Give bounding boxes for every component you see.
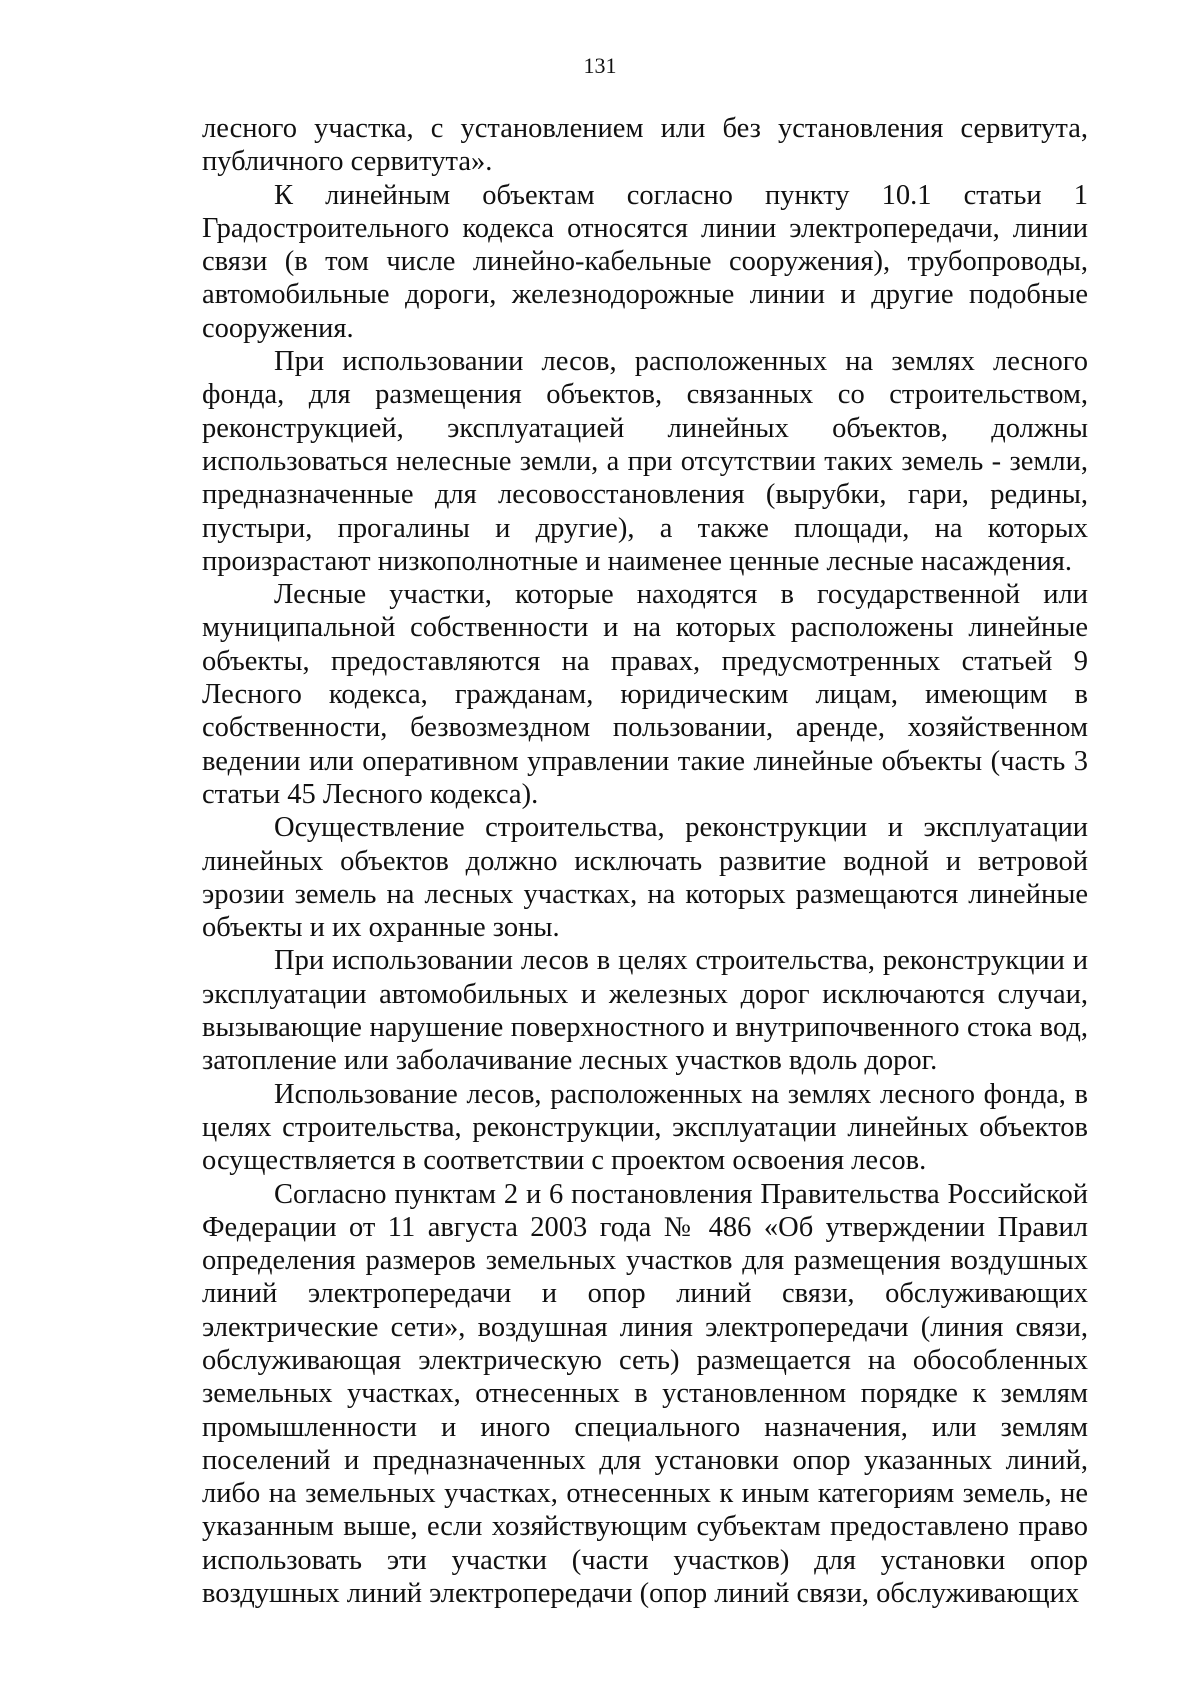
paragraph-power-lines-decree: Согласно пунктам 2 и 6 постановления Правительства Российской Федерации от 11 августа 2003 года № 486 «Об утверждении Правил определения размеров земельных участков для размещения воздушных линий электропередачи и опор линий связи, обслуживающих электрические сети», воздушная линия электропередачи (линия связи, обслуживающая электрическую сеть) размещается на обособленных земельных участках, отнесенных в установленном порядке к землям промышленности и иного специального назначения, или землям поселений и предназначенных для установки опор указанных линий, либо на земельных участках, отнесенных к иным категориям земель, не указанным выше, если хозяйствующим субъектам предоставлено право использовать эти участки (части участков) для установки опор воздушных линий электропередачи (опор линий связи, обслуживающих bbox=[202, 1178, 1088, 1610]
paragraph-roads: При использовании лесов в целях строительства, реконструкции и эксплуатации автомобильных и железных дорог исключаются случаи, вызывающие нарушение поверхностного и внутрипочвенного стока вод, затопление или заболачивание лесных участков вдоль дорог. bbox=[202, 945, 1088, 1077]
paragraph-erosion: Осуществление строительства, реконструкции и эксплуатации линейных объектов должно исключать развитие водной и ветровой эрозии земель на лесных участках, на которых размещаются линейные объекты и их охранные зоны. bbox=[202, 812, 1088, 944]
paragraph-development-project: Использование лесов, расположенных на землях лесного фонда, в целях строительства, реконструкции, эксплуатации линейных объектов осуществляется в соответствии с проектом освоения лесов. bbox=[202, 1078, 1088, 1177]
document-body bbox=[202, 112, 1088, 1610]
paragraph-continuation: лесного участка, с установлением или без установления сервитута, публичного сервитута». bbox=[202, 113, 1088, 178]
paragraph-non-forest-lands: При использовании лесов, расположенных на землях лесного фонда, для размещения объектов, связанных со строительством, реконструкцией, эксплуатацией линейных объектов, должны использоваться нелесные земли, а при отсутствии таких земель - земли, предназначенные для лесовосстановления (вырубки, гари, редины, пустыри, прогалины и другие), а также площади, на которых произрастают низкополнотные и наименее ценные лесные насаждения. bbox=[202, 346, 1088, 577]
paragraph-linear-objects-definition: К линейным объектам согласно пункту 10.1 статьи 1 Градостроительного кодекса относятся линии электропередачи, линии связи (в том числе линейно-кабельные сооружения), трубопроводы, автомобильные дороги, железнодорожные линии и другие подобные сооружения. bbox=[202, 179, 1088, 344]
page-number: 131 bbox=[583, 53, 617, 78]
paragraph-land-rights: Лесные участки, которые находятся в государственной или муниципальной собственности и на которых расположены линейные объекты, предоставляются на правах, предусмотренных статьей 9 Лесного кодекса, гражданам, юридическим лицам, имеющим в собственности, безвозмездном пользовании, аренде, хозяйственном ведении или оперативном управлении такие линейные объекты (часть 3 статьи 45 Лесного кодекса). bbox=[202, 579, 1088, 810]
